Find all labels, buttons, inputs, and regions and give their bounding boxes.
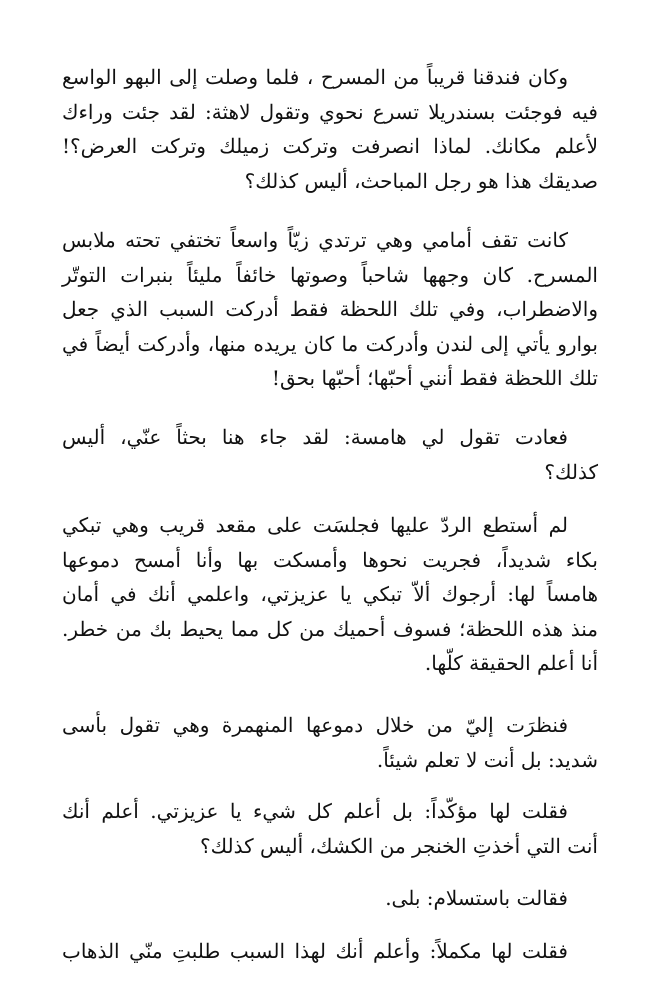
text-line: هامساً لها: أرجوك ألاّ تبكي يا عزيزتي، واعلمي أنك في أمان (62, 582, 598, 606)
text-line: أنت التي أخذتِ الخنجر من الكشك، أليس كذلك؟ (200, 833, 598, 858)
text-line: والاضطراب، وفي تلك اللحظة فقط أدركت السبب الذي جعل (62, 297, 598, 321)
text-line: كانت تقف أمامي وهي ترتدي زيّاً واسعاً تختفي تحته ملابس (62, 228, 568, 252)
text-line: منذ هذه اللحظة؛ فسوف أحميك من كل مما يحيط بك من خطر. (62, 616, 598, 641)
text-line: لم أستطع الردّ عليها فجلسَت على مقعد قريب وهي تبكي (62, 513, 569, 537)
text-line: فنظرَت إليّ من خلال دموعها المنهمرة وهي تقول بأسى (62, 713, 568, 737)
paragraph-5 (62, 708, 598, 777)
text-line: تلك اللحظة فقط أنني أحبّها؛ أحبّها بحق! (271, 366, 598, 390)
text-line: فعادت تقول لي هامسة: لقد جاء هنا بحثاً عنّي، أليس (62, 425, 568, 449)
text-line: صديقك هذا هو رجل المباحث، أليس كذلك؟ (244, 168, 598, 193)
text-line: بكاء شديداً، فجريت نحوها وأمسكت بها وأنا أمسح دموعها (62, 547, 598, 572)
paragraph-1 (62, 60, 598, 198)
text-line: أنا أعلم الحقيقة كلّها. (424, 651, 598, 675)
paragraph-7 (62, 881, 598, 916)
paragraph-6 (62, 794, 598, 863)
paragraph-8 (62, 934, 598, 969)
text-line: لأعلم مكانك. لماذا انصرفت وتركت زميلك وتركت العرض؟! (62, 134, 598, 158)
paragraph-2 (62, 223, 598, 396)
text-line: فقالت باستسلام: بلى. (385, 886, 568, 910)
paragraph-3 (62, 420, 598, 489)
text-line: فقلت لها مؤكّداً: بل أعلم كل شيء يا عزيزتي. أعلم أنك (62, 799, 568, 823)
paragraph-4 (62, 508, 598, 681)
text-line: شديد: بل أنت لا تعلم شيئاً. (376, 747, 598, 772)
text-line: وكان فندقنا قريباً من المسرح ، فلما وصلت إلى البهو الواسع (62, 65, 568, 89)
text-line: بوارو يأتي إلى لندن وأدركت ما كان يريده منها، وأدركت أيضاً في (62, 331, 598, 356)
text-line: فقلت لها مكملاً: وأعلم أنك لهذا السبب طلبتِ منّي الذهاب (62, 939, 568, 963)
text-line: فيه فوجئت بسندريلا تسرع نحوي وتقول لاهثة: لقد جئت وراءك (62, 99, 598, 124)
text-line: كذلك؟ (544, 459, 598, 484)
text-line: المسرح. كان وجهها شاحباً وصوتها خائفاً مليئاً بنبرات التوتّر (62, 262, 598, 287)
